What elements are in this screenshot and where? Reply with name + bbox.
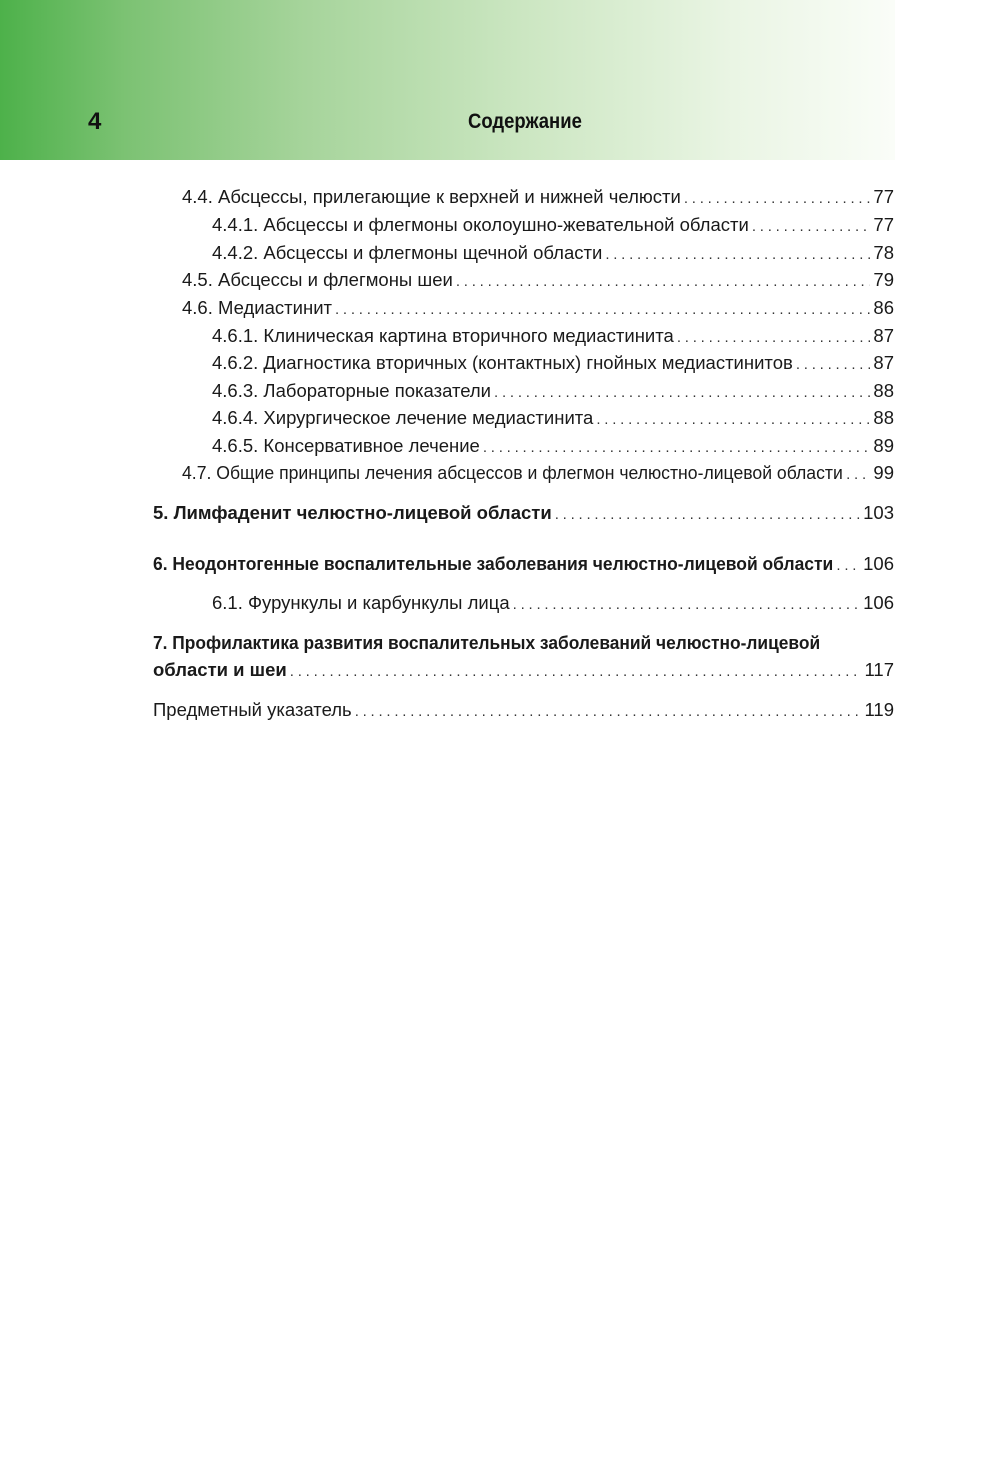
toc-entry-title: 4.4. Абсцессы, прилегающие к верхней и нижней челюсти	[182, 186, 681, 207]
toc-entry-page: 106	[863, 553, 894, 574]
dot-leader	[596, 409, 870, 431]
dot-leader	[796, 354, 871, 376]
toc-entry-page: 89	[873, 435, 894, 456]
toc-subject-index[interactable]	[153, 699, 894, 723]
toc-entry-page: 79	[873, 269, 894, 290]
dot-leader	[513, 594, 860, 616]
toc-chapter-5[interactable]	[153, 502, 894, 526]
toc-entry-title: 4.6.4. Хирургическое лечение медиастинита	[212, 407, 594, 428]
toc-entry-4-6[interactable]	[182, 297, 894, 321]
toc-entry-page: 99	[873, 462, 894, 483]
dot-leader	[456, 271, 871, 293]
dot-leader	[677, 327, 871, 349]
toc-entry-title: 4.6. Медиастинит	[182, 297, 332, 318]
toc-entry-4-7[interactable]	[182, 462, 894, 486]
toc-entry-title: 4.6.5. Консервативное лечение	[212, 435, 480, 456]
dot-leader	[355, 701, 862, 723]
toc-entry-page: 77	[873, 186, 894, 207]
toc-entry-title: 4.5. Абсцессы и флегмоны шеи	[182, 269, 453, 290]
toc-chapter-7[interactable]	[153, 659, 894, 683]
toc-chapter-title: 6. Неодонтогенные воспалительные заболевания челюстно-лицевой области	[153, 553, 834, 574]
toc-entry-title: Предметный указатель	[153, 699, 352, 720]
toc-entry-title: 4.6.3. Лабораторные показатели	[212, 380, 492, 401]
dot-leader	[836, 555, 860, 577]
dot-leader	[684, 188, 871, 210]
toc-entry-page: 87	[873, 352, 894, 373]
toc-entry-4-6-1[interactable]	[212, 325, 894, 349]
page-number: 4	[88, 108, 102, 135]
toc-entry-4-6-5[interactable]	[212, 435, 894, 459]
toc-entry-4-6-2[interactable]	[212, 352, 894, 376]
toc-chapter-6[interactable]	[153, 553, 894, 577]
toc-entry-page: 88	[873, 407, 894, 428]
toc-entry-page: 87	[873, 325, 894, 346]
running-title: Содержание	[468, 110, 582, 133]
toc-chapter-7-title-line1[interactable]: 7. Профилактика развития воспалительных заболеваний челюстно-лицевой	[153, 632, 821, 653]
toc-entry-title: 4.4.1. Абсцессы и флегмоны околоушно-жевательной области	[212, 214, 749, 235]
toc-chapter-title: области и шеи	[153, 659, 287, 680]
toc-entry-title: 4.6.1. Клиническая картина вторичного медиастинита	[212, 325, 674, 346]
header-band	[0, 0, 895, 160]
toc-entry-4-5[interactable]	[182, 269, 894, 293]
toc-entry-page: 88	[873, 380, 894, 401]
toc-entry-title: 4.7. Общие принципы лечения абсцессов и флегмон челюстно-лицевой области	[182, 462, 843, 483]
dot-leader	[555, 504, 860, 526]
toc-entry-4-4-2[interactable]	[212, 242, 894, 266]
dot-leader	[846, 464, 870, 486]
toc-entry-page: 106	[863, 592, 894, 613]
toc-entry-page: 77	[873, 214, 894, 235]
toc-entry-title: 4.4.2. Абсцессы и флегмоны щечной области	[212, 242, 603, 263]
dot-leader	[290, 661, 862, 683]
toc-entry-4-6-4[interactable]	[212, 407, 894, 431]
toc-entry-page: 119	[864, 699, 894, 720]
toc-entry-page: 103	[863, 502, 894, 523]
dot-leader	[494, 382, 870, 404]
dot-leader	[335, 299, 870, 321]
toc-entry-4-6-3[interactable]	[212, 380, 894, 404]
toc-chapter-title: 5. Лимфаденит челюстно-лицевой области	[153, 502, 552, 523]
dot-leader	[483, 437, 871, 459]
toc-entry-6-1[interactable]	[212, 592, 894, 616]
dot-leader	[752, 216, 871, 238]
toc-entry-title: 6.1. Фурункулы и карбункулы лица	[212, 592, 510, 613]
toc-entry-page: 78	[873, 242, 894, 263]
dot-leader	[605, 244, 870, 266]
toc-entry-page: 86	[873, 297, 894, 318]
toc-entry-4-4-1[interactable]	[212, 214, 894, 238]
toc-entry-title: 4.6.2. Диагностика вторичных (контактных) гнойных медиастинитов	[212, 352, 793, 373]
toc-entry-4-4[interactable]	[182, 186, 894, 210]
toc-entry-page: 117	[864, 659, 894, 680]
